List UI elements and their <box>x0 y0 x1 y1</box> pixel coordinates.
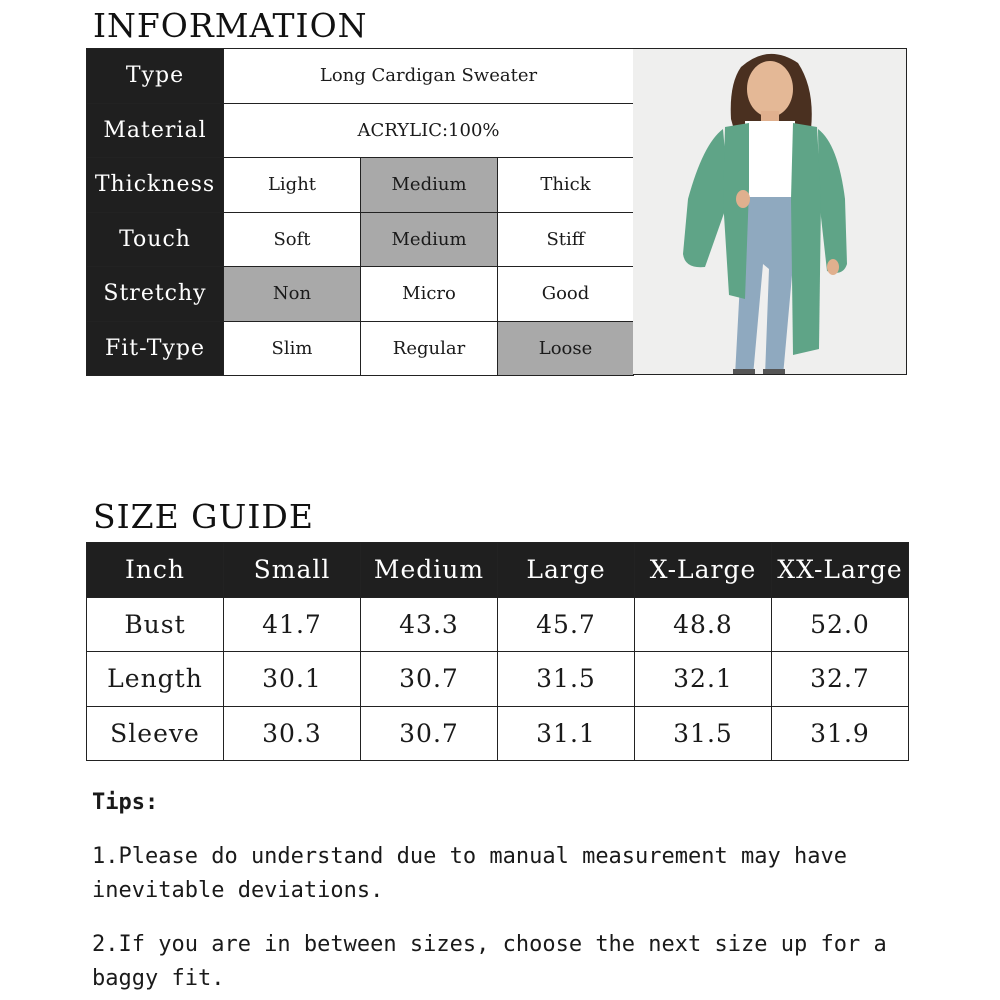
attribute-option: Micro <box>361 267 498 322</box>
size-cell: 30.7 <box>361 652 498 707</box>
size-cell: 30.7 <box>361 706 498 761</box>
attribute-row <box>87 158 634 213</box>
attribute-label: Stretchy <box>87 267 224 322</box>
attribute-option: Medium <box>361 212 498 267</box>
size-guide-table <box>86 542 909 761</box>
size-guide-heading: SIZE GUIDE <box>93 497 314 536</box>
attribute-option: Stiff <box>498 212 634 267</box>
type-row <box>87 49 634 104</box>
tips-title: Tips: <box>92 790 159 815</box>
attribute-option: Soft <box>224 212 361 267</box>
size-cell: 31.9 <box>772 706 909 761</box>
size-cell: 41.7 <box>224 597 361 652</box>
size-cell: Sleeve <box>87 706 224 761</box>
attribute-option: Light <box>224 158 361 213</box>
size-cell: 43.3 <box>361 597 498 652</box>
tip-item: 1.Please do understand due to manual measurement may have inevitable deviations. <box>92 844 847 903</box>
size-cell: 30.1 <box>224 652 361 707</box>
size-cell: 48.8 <box>635 597 772 652</box>
size-row <box>87 597 909 652</box>
size-cell: Bust <box>87 597 224 652</box>
attribute-label: Thickness <box>87 158 224 213</box>
size-header-cell: X-Large <box>635 543 772 598</box>
type-label: Type <box>87 49 224 104</box>
size-header-cell: Inch <box>87 543 224 598</box>
attribute-row <box>87 267 634 322</box>
attribute-option: Regular <box>361 321 498 376</box>
size-header-cell: Medium <box>361 543 498 598</box>
attribute-option: Medium <box>361 158 498 213</box>
product-photo <box>633 48 907 375</box>
material-label: Material <box>87 103 224 158</box>
size-cell: 52.0 <box>772 597 909 652</box>
size-cell: 30.3 <box>224 706 361 761</box>
tip-item: 2.If you are in between sizes, choose the next size up for a baggy fit. <box>92 932 887 991</box>
attribute-option: Good <box>498 267 634 322</box>
size-cell: 45.7 <box>498 597 635 652</box>
material-row <box>87 103 634 158</box>
size-row <box>87 652 909 707</box>
information-heading: INFORMATION <box>93 6 368 45</box>
model-illustration <box>633 49 907 375</box>
size-row <box>87 706 909 761</box>
size-cell: 32.7 <box>772 652 909 707</box>
size-cell: Length <box>87 652 224 707</box>
tips-section <box>92 786 912 996</box>
information-table <box>86 48 634 376</box>
attribute-label: Touch <box>87 212 224 267</box>
size-header-cell: Small <box>224 543 361 598</box>
size-cell: 31.5 <box>635 706 772 761</box>
size-cell: 31.1 <box>498 706 635 761</box>
type-value: Long Cardigan Sweater <box>224 49 634 104</box>
attribute-option: Thick <box>498 158 634 213</box>
size-header-row <box>87 543 909 598</box>
attribute-row <box>87 212 634 267</box>
size-header-cell: XX-Large <box>772 543 909 598</box>
attribute-option: Non <box>224 267 361 322</box>
attribute-row <box>87 321 634 376</box>
attribute-option: Loose <box>498 321 634 376</box>
material-value: ACRYLIC:100% <box>224 103 634 158</box>
size-cell: 32.1 <box>635 652 772 707</box>
attribute-label: Fit-Type <box>87 321 224 376</box>
size-cell: 31.5 <box>498 652 635 707</box>
attribute-option: Slim <box>224 321 361 376</box>
size-header-cell: Large <box>498 543 635 598</box>
